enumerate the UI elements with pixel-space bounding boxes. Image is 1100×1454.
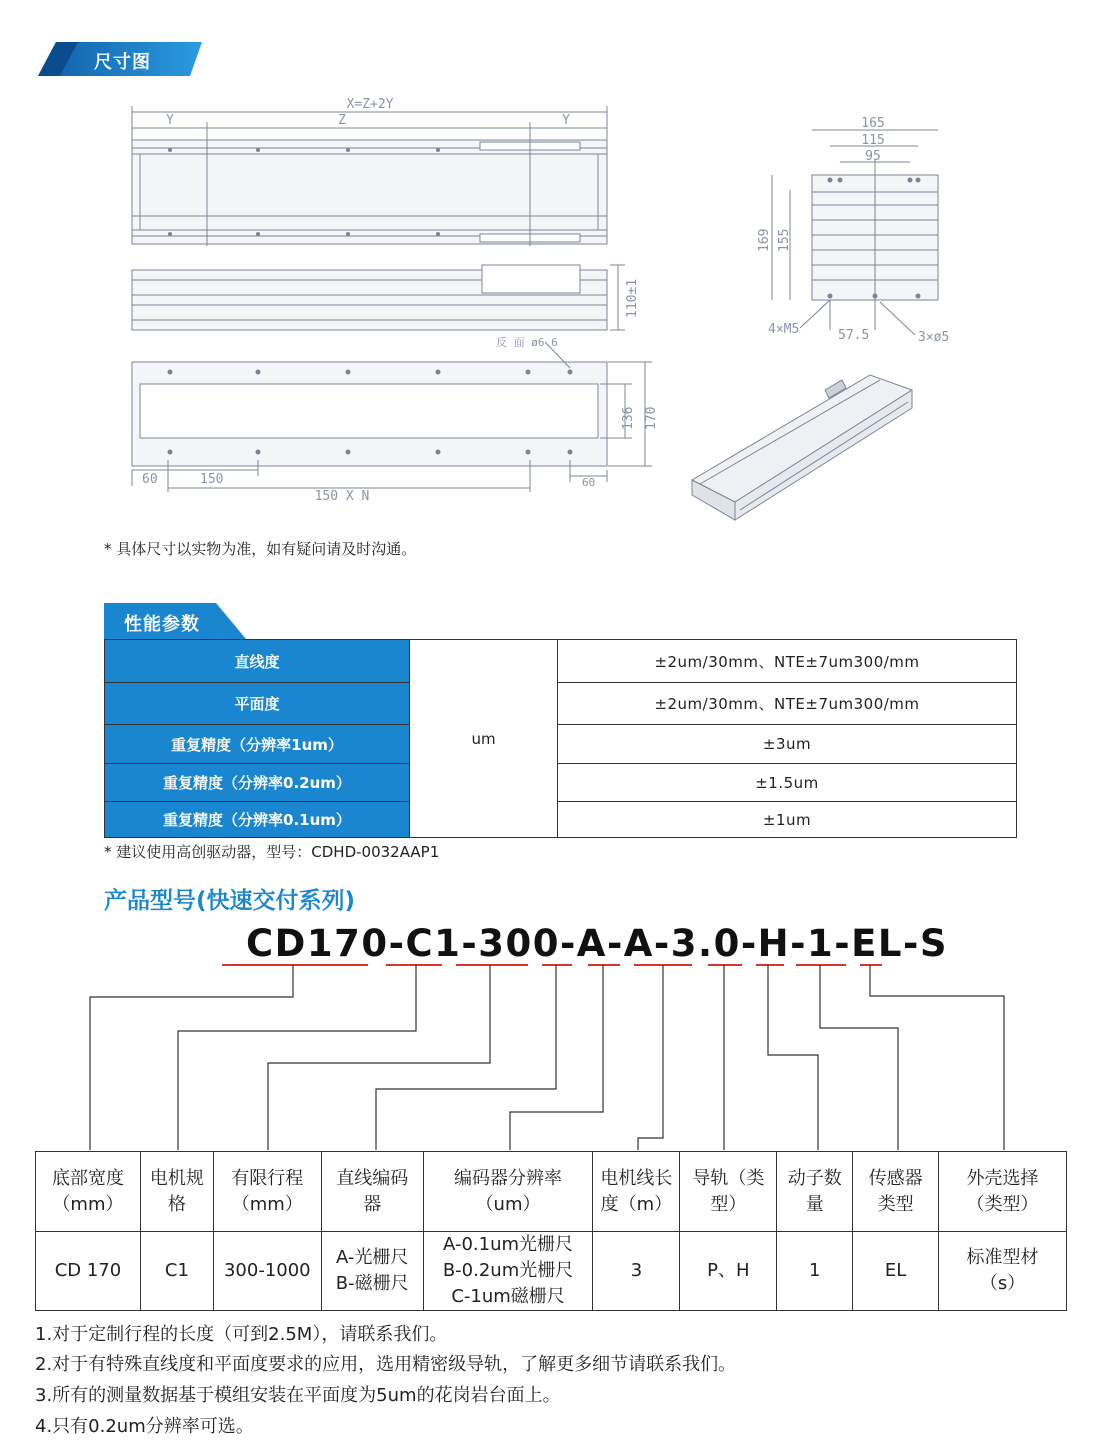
dim-end-spacing: 57.5 [838, 328, 870, 343]
model-value-rail: P、H [680, 1232, 777, 1311]
footnote-2: 2.对于有特殊直线度和平面度要求的应用，选用精密级导轨，了解更多细节请联系我们。 [35, 1354, 737, 1375]
performance-tab [104, 603, 246, 639]
footnote-4: 4.只有0.2um分辨率可选。 [35, 1416, 254, 1437]
model-header-rail: 导轨（类 型） [680, 1152, 777, 1232]
dim-end-w1: 165 [861, 116, 885, 131]
model-value-resolution: A-0.1um光栅尺 B-0.2um光栅尺 C-1um磁栅尺 [423, 1232, 593, 1311]
dim-side-height: 110±1 [625, 278, 640, 318]
model-code: CD170-C1-300-A-A-3.0-H-1-EL-S [246, 922, 948, 965]
footnote-1: 1.对于定制行程的长度（可到2.5M），请联系我们。 [35, 1324, 448, 1345]
dim-edge-right: 60 [582, 476, 596, 489]
perf-value-0: ±2um/30mm、NTE±7um300/mm [558, 640, 1017, 683]
dim-pitch-total: 150 X N [314, 489, 370, 504]
model-value-movers: 1 [777, 1232, 853, 1311]
dim-end-w2: 115 [861, 133, 885, 148]
perf-label-2: 重复精度（分辨率1um） [105, 725, 410, 764]
dim-total: X=Z+2Y [346, 97, 394, 112]
model-header-motor: 电机规 格 [140, 1152, 213, 1232]
model-title: 产品型号(快速交付系列) [104, 888, 356, 914]
performance-title: 性能参数 [124, 614, 200, 635]
model-table [35, 1151, 1067, 1311]
model-value-width: CD 170 [36, 1232, 141, 1311]
dim-z: Z [338, 113, 346, 128]
perf-label-3: 重复精度（分辨率0.2um） [105, 764, 410, 802]
performance-table [104, 639, 1017, 838]
dim-end-pin: 3×ø5 [918, 330, 950, 345]
section-title-dimension: 尺寸图 [94, 52, 151, 73]
dim-inner-height: 136 [621, 406, 636, 430]
dim-end-screw: 4×M5 [768, 322, 800, 337]
model-header-encoder: 直线编码 器 [321, 1152, 423, 1232]
perf-label-4: 重复精度（分辨率0.1um） [105, 802, 410, 838]
model-header-housing: 外壳选择 （类型） [939, 1152, 1067, 1232]
perf-value-3: ±1.5um [558, 764, 1017, 802]
perf-unit: um [410, 640, 558, 838]
model-value-cable: 3 [593, 1232, 680, 1311]
dim-end-w3: 95 [865, 149, 881, 164]
perf-value-1: ±2um/30mm、NTE±7um300/mm [558, 683, 1017, 725]
model-value-housing: 标准型材 （s） [939, 1232, 1067, 1311]
dim-y-right: Y [562, 113, 570, 128]
perf-value-4: ±1um [558, 802, 1017, 838]
dim-hole-note: 反 面 ø6.6 [496, 336, 558, 349]
model-value-stroke: 300-1000 [213, 1232, 321, 1311]
section-banner-dimension [38, 42, 202, 76]
model-header-cable: 电机线长 度（m） [593, 1152, 680, 1232]
perf-label-1: 平面度 [105, 683, 410, 725]
model-value-motor: C1 [140, 1232, 213, 1311]
model-header-sensor: 传感器 类型 [853, 1152, 939, 1232]
dim-end-h1: 169 [757, 228, 772, 252]
model-code-leaders [0, 960, 1100, 1155]
model-header-width: 底部宽度 （mm） [36, 1152, 141, 1232]
model-header-resolution: 编码器分辨率 （um） [423, 1152, 593, 1232]
performance-note: * 建议使用高创驱动器，型号：CDHD-0032AAP1 [104, 843, 440, 861]
dimension-drawing [0, 90, 1100, 530]
dim-outer-height: 170 [644, 406, 659, 430]
perf-value-2: ±3um [558, 725, 1017, 764]
model-value-encoder: A-光栅尺 B-磁栅尺 [321, 1232, 423, 1311]
footnote-3: 3.所有的测量数据基于模组安装在平面度为5um的花岗岩台面上。 [35, 1385, 561, 1406]
model-value-sensor: EL [853, 1232, 939, 1311]
dim-end-h2: 155 [777, 228, 792, 252]
dim-edge-left: 60 [142, 472, 158, 487]
dim-y-left: Y [166, 113, 174, 128]
drawing-svg [0, 90, 1100, 530]
perf-label-0: 直线度 [105, 640, 410, 683]
dimension-note: * 具体尺寸以实物为准，如有疑问请及时沟通。 [104, 540, 417, 558]
model-header-movers: 动子数 量 [777, 1152, 853, 1232]
dim-pitch: 150 [200, 472, 224, 487]
model-header-stroke: 有限行程 （mm） [213, 1152, 321, 1232]
